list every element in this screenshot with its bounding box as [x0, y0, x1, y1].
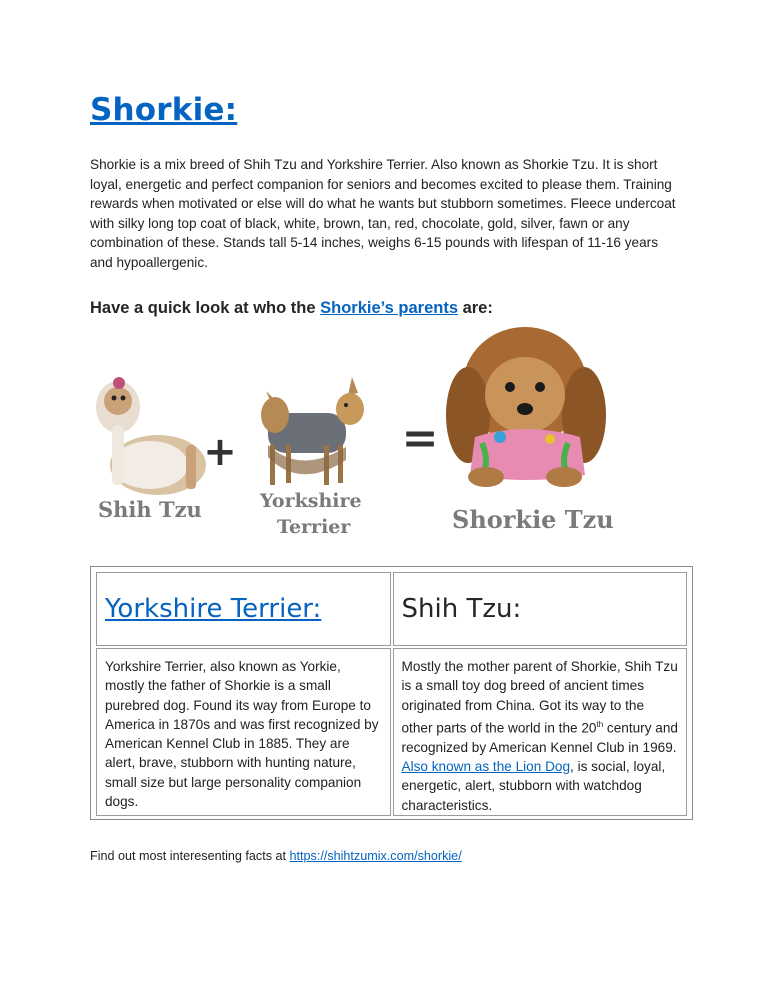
- intro-paragraph: Shorkie is a mix breed of Shih Tzu and Yorkshire Terrier. Also known as Shorkie Tzu. It is short loyal, energetic and perfect companion for seniors and becomes excited to please them. Training rewards when motivated or else will do what he wants but stubborn sometimes. Fleece undercoat with silky long top coat of black, white, brown, tan, red, chocolate, gold, silver, fawn or any combination of these. Stands tall 5-14 inches, weighs 6-15 pounds with lifespan of 11-16 years and hypoallergenic.: [90, 157, 676, 270]
- yorkshire-terrier-heading-link[interactable]: Yorkshire Terrier:: [105, 594, 322, 624]
- page-title: Shorkie:: [90, 92, 238, 128]
- shih-tzu-heading: Shih Tzu:: [401, 594, 522, 624]
- table-header-cell-right: [393, 572, 688, 646]
- subheading-text-after: are:: [458, 299, 493, 317]
- parents-illustration: [90, 325, 690, 547]
- footer-text: Find out most interesenting facts at: [90, 849, 290, 863]
- shorkie-parents-link[interactable]: Shorkie’s parents: [320, 299, 458, 317]
- shih-tzu-image: [96, 377, 206, 495]
- lion-dog-link[interactable]: Also known as the Lion Dog: [401, 759, 571, 775]
- subheading-text-before: Have a quick look at who the: [90, 299, 321, 317]
- plus-sign: +: [203, 429, 237, 475]
- yorkshire-terrier-description: Yorkshire Terrier, also known as Yorkie, mostly the father of Shorkie is a small purebred dog. Found its way from Europe to America in 1870s and was first recognized by American Kennel Club in 1885. They are alert, brave, stubborn with hunting nature, small size but large personality companion dogs.: [96, 648, 391, 816]
- label-shih-tzu: Shih Tzu: [98, 497, 202, 522]
- comparison-table: [90, 566, 693, 820]
- footer-line: [90, 849, 462, 863]
- parents-subheading: [90, 299, 493, 318]
- shih-tzu-text-part1: Mostly the mother parent of Shorkie, Shih Tzu is a small toy dog breed of ancient times originated from China. Got its way to the other parts of the world in the 20: [401, 659, 678, 736]
- table-header-cell-left: [96, 572, 391, 646]
- shihtzumix-link[interactable]: https://shihtzumix.com/shorkie/: [289, 849, 462, 863]
- table-header-row: [96, 572, 687, 646]
- yorkshire-terrier-image: [261, 377, 364, 485]
- label-yorkshire-line1: Yorkshire: [260, 490, 362, 512]
- label-yorkshire-line2: Terrier: [277, 516, 351, 538]
- shih-tzu-text-part3: , is social, loyal, energetic, alert, stubborn with watchdog characteristics.: [401, 759, 666, 813]
- shih-tzu-text-part2: century and recognized by American Kennel Club in 1969.: [401, 720, 678, 755]
- superscript-th: th: [596, 719, 604, 729]
- label-shorkie-tzu: Shorkie Tzu: [452, 505, 614, 534]
- comparison-grid: [94, 570, 689, 818]
- shih-tzu-description: [393, 648, 688, 816]
- equals-sign: =: [401, 413, 439, 464]
- table-row: [96, 648, 687, 816]
- shorkie-tzu-image: [446, 327, 606, 487]
